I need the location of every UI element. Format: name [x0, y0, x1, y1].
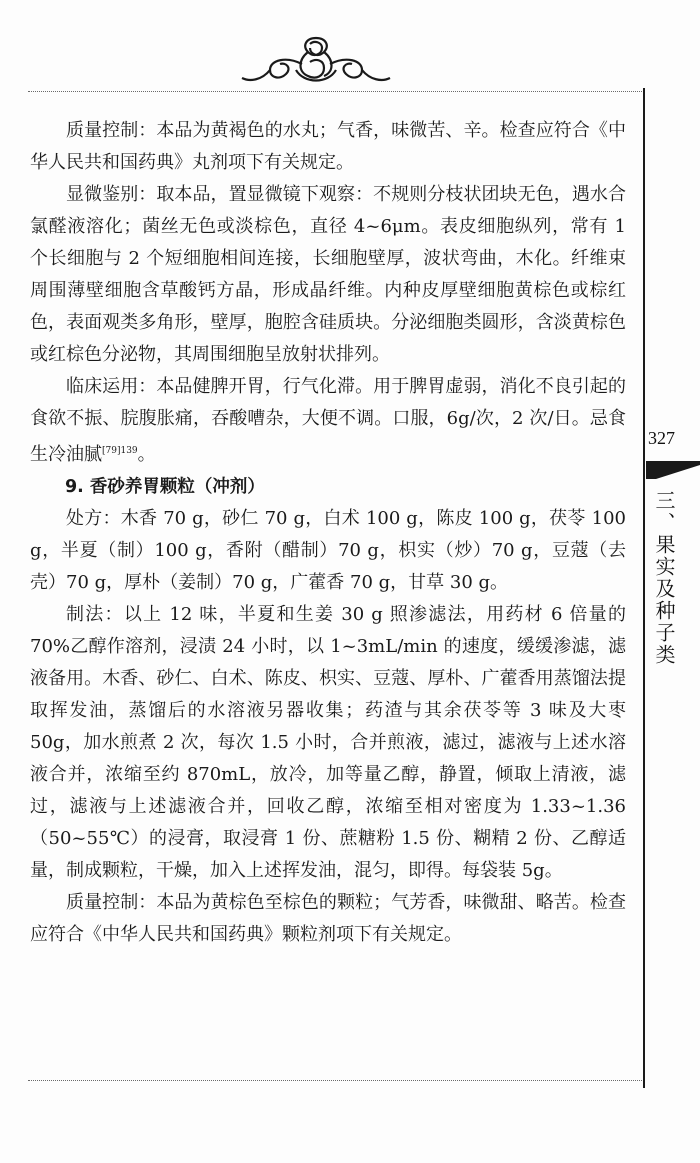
paragraph-quality-control-granule: 质量控制：本品为黄棕色至棕色的颗粒；气芳香，味微甜、略苦。检查应符合《中华人民共和国药典》颗粒剂项下有关规定。: [30, 892, 626, 945]
paragraph-prescription: 处方：木香 70 g，砂仁 70 g，白术 100 g，陈皮 100 g，茯苓 100 g，半夏（制）100 g，香附（醋制）70 g，枳实（炒）70 g，豆蔻（去壳）70 g，厚朴（姜制）70 g，广藿香 70 g，甘草 30 g。: [30, 508, 626, 593]
paragraph-clinical-use: [30, 371, 626, 471]
clinical-use-end: 。: [137, 444, 156, 465]
knot-ornament-icon: [236, 30, 396, 90]
paragraph-quality-control-pill: 质量控制：本品为黄褐色的水丸；气香，味微苦、辛。检查应符合《中华人民共和国药典》丸剂项下有关规定。: [30, 120, 626, 173]
margin-tab-wedge: [646, 459, 700, 481]
paragraph-preparation-method: 制法：以上 12 味，半夏和生姜 30 g 照渗滤法，用药材 6 倍量的 70%乙醇作溶剂，浸渍 24 小时，以 1~3mL/min 的速度，缓缓渗滤，滤液备用。木香、砂仁、白术、陈皮、枳实、豆蔻、厚朴、广藿香用蒸馏法提取挥发油，蒸馏后的水溶液另器收集；药渣与其余茯苓等 3 味及大枣 50g，加水煎煮 2 次，每次 1.5 小时，合并煎液，滤过，滤液与上述水溶液合并，浓缩至约 870mL，放冷，加等量乙醇，静置，倾取上清液，滤过，滤液与上述滤液合并，回收乙醇，浓缩至相对密度为 1.33~1.36（50~55℃）的浸膏，取浸膏 1 份、蔗糖粉 1.5 份、糊精 2 份、乙醇适量，制成颗粒，干燥，加入上述挥发油，混匀，即得。每袋装 5g。: [30, 604, 626, 881]
top-dotted-rule: [28, 91, 642, 92]
reference-superscript: [79]139: [102, 446, 138, 456]
section-heading-xiangsha: 9. 香砂养胃颗粒（冲剂）: [65, 477, 265, 497]
page-body: [30, 115, 626, 951]
bottom-dotted-rule: [28, 1080, 642, 1081]
margin-vertical-rule: [643, 88, 645, 1088]
vertical-section-title: 三、果实及种子类: [652, 490, 676, 666]
clinical-use-text: 临床运用：本品健脾开胃，行气化滞。用于脾胃虚弱，消化不良引起的食欲不振、脘腹胀痛，吞酸嘈杂，大便不调。口服，6g/次，2 次/日。忌食生冷油腻: [30, 376, 626, 465]
paragraph-microscopic-identification: 显微鉴别：取本品，置显微镜下观察：不规则分枝状团块无色，遇水合氯醛液溶化；菌丝无色或淡棕色，直径 4~6μm。表皮细胞纵列，常有 1 个长细胞与 2 个短细胞相间连接，长细胞壁厚，波状弯曲，木化。纤维束周围薄壁细胞含草酸钙方晶，形成晶纤维。内种皮厚壁细胞黄棕色或棕红色，表面观类多角形，壁厚，胞腔含硅质块。分泌细胞类圆形，含淡黄棕色或红棕色分泌物，其周围细胞呈放射状排列。: [30, 184, 626, 365]
page-number: 327: [648, 428, 675, 448]
